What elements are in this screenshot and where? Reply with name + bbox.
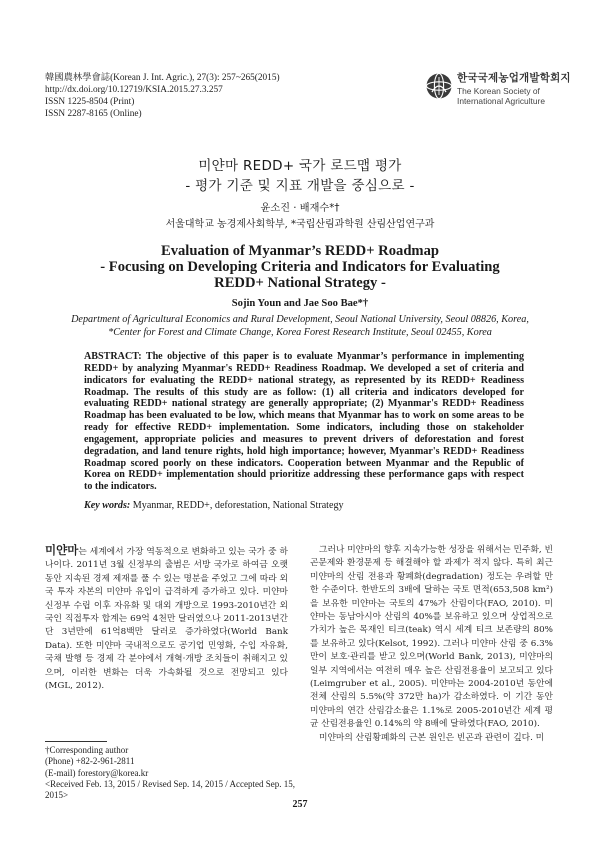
body-paragraph	[45, 544, 288, 693]
english-affiliation-2: *Center for Forest and Climate Change, Korea Forest Research Institute, Seoul 02455, Korea	[108, 327, 492, 338]
society-emblem-icon	[425, 72, 453, 100]
body-text: 미얀마의 산림황폐화의 근본 원인은 빈곤과 관련이 깊다. 미	[319, 732, 545, 743]
english-affiliation-1: Department of Agricultural Economics and Rural Development, Seoul National University, Seoul 08826, Korea,	[71, 314, 529, 325]
journal-citation: 韓國農林學會誌(Korean J. Int. Agric.), 27(3): 257~265(2015)	[45, 73, 280, 83]
english-title-line2: - Focusing on Developing Criteria and Indicators for Evaluating	[100, 259, 500, 275]
doi-link[interactable]: http://dx.doi.org/10.12719/KSIA.2015.27.3.257	[45, 85, 223, 95]
english-authors: Sojin Youn and Jae Soo Bae*†	[231, 298, 369, 309]
keywords-label: Key words:	[84, 500, 131, 511]
society-logo	[425, 70, 575, 120]
body-column-left	[45, 544, 288, 693]
korean-title: 미얀마 REDD+ 국가 로드맵 평가	[198, 158, 402, 174]
footnote-rule	[45, 741, 107, 742]
phone: (Phone) +82-2-961-2811	[45, 756, 135, 767]
footnote	[45, 745, 307, 801]
issn-online: ISSN 2287-8165 (Online)	[45, 109, 142, 119]
body-column-right	[310, 544, 553, 745]
society-name-en: The Korean Society of International Agriculture	[457, 86, 545, 106]
korean-authors: 윤소진 · 배재수*†	[260, 203, 340, 214]
body-text: 는 세계에서 가장 역동적으로 변화하고 있는 국가 중 하나이다. 2011년 3월 신정부의 출범은 서방 국가로 하여금 오랫동안 지속된 경제 제재를 풀 수 있는 명분을 주었고 그에 따라 외국 투자 자본의 미얀마 유입이 급격하게 증가하고 있다. 미얀마 신정부 수립 이후 자유화 및 대외 개방으로 1993-2010년간 외국인 직접투자 합계는 69억 4천만 달러였으나 2011-2013년간 단 3년만에 61억8백만 달러로 증가하였다(World Bank Data). 또한 미얀마 국내적으로도 공기업 민영화, 수입 자유화, 국채 발행 등 경제 각 분야에서 개혁·개방 조치들이 취해지고 있으며, 이러한 변화는 더욱 가속화될 것으로 전망되고 있다(MGL, 2012).	[45, 547, 288, 692]
english-title-line1: Evaluation of Myanmar’s REDD+ Roadmap	[160, 243, 440, 259]
english-title-line3: REDD+ National Strategy -	[214, 275, 386, 291]
abstract: ABSTRACT: The objective of this paper is to evaluate Myanmar’s performance in implementing REDD+ by analyzing Myanmar's REDD+ Readiness Roadmap. We developed a set of criteria and indicators for evaluating the REDD+ national strategy, as represented by its REDD+ Readiness Roadmap. The results of this study are as follow: (1) all criteria and indicators developed for evaluating REDD+ national strategy are generally appropriate; (2) Myanmar's REDD+ Readiness Roadmap has been evaluated to be low, which means that Myanmar has to work on some areas to be ready for effective REDD+ implementation. Some indicators, including those on stakeholder engagement, appropriate policies and measures to prevent drivers of deforestation and forest degradation, and land tenure rights, hold high importance; however, Myanmar's REDD+ Readiness Roadmap scored poorly on these indicators. Cooperation between Myanmar and the Republic of Korea on REDD+ implementation should prioritize addressing these performance gaps with respect to the indicators.	[84, 351, 524, 493]
society-name-ko: 한국국제농업개발학회지	[457, 72, 571, 84]
email[interactable]: (E-mail) forestory@korea.kr	[45, 767, 149, 778]
corresponding-author: †Corresponding author	[45, 745, 129, 755]
page-number: 257	[292, 799, 308, 810]
received-dates: <Received Feb. 13, 2015 / Revised Sep. 14, 2015 / Accepted Sep. 15, 2015>	[45, 778, 296, 801]
korean-subtitle: - 평가 기준 및 지표 개발을 중심으로 -	[185, 178, 415, 194]
body-paragraph	[310, 732, 553, 745]
korean-affiliations: 서울대학교 농경제사회학부, *국립산림과학원 산림산업연구과	[165, 219, 435, 230]
body-text: 그러나 미얀마의 향후 지속가능한 성장을 위해서는 민주화, 빈곤문제와 환경문제 등 해결해야 할 과제가 적지 않다. 특히 최근 미얀마의 산림 전용과 황폐화(degradation) 정도는 우려할 만한 수준이다. 한반도의 3배에 달하는 국토 면적(653,508 km²)을 보유한 미얀마는 국토의 47%가 산림이다(FAO, 2010). 미얀마는 동남아시아 산림의 40%를 보유하고 있으며 상업적으로 가치가 높은 목재인 티크(teak) 역시 세계 티크 보존량의 80%를 보유하고 있다(Kelsot, 1992). 그러나 미얀마 산림 중 6.3%만이 보호·관리를 받고 있으며(World Bank, 2013), 미얀마의 일부 지역에서는 여전히 매우 높은 산림전용율이 보고되고 있다(Leimgruber et al., 2005). 미얀마는 2004-2010년 동안에 전체 산림의 5.5%(약 372만 ha)가 감소하였다. 이 기간 동안 미얀마의 연간 산림감소율은 1.1%로 2005-2010년간 세계 평균 산림전용율인 0.14%의 약 8배에 달하였다(FAO, 2010).	[310, 545, 553, 730]
keywords	[84, 500, 524, 511]
body-paragraph	[310, 544, 553, 732]
lead-word: 미얀마	[45, 543, 79, 557]
keywords-list: Myanmar, REDD+, deforestation, National Strategy	[132, 500, 344, 511]
issn-print: ISSN 1225-8504 (Print)	[45, 97, 135, 107]
